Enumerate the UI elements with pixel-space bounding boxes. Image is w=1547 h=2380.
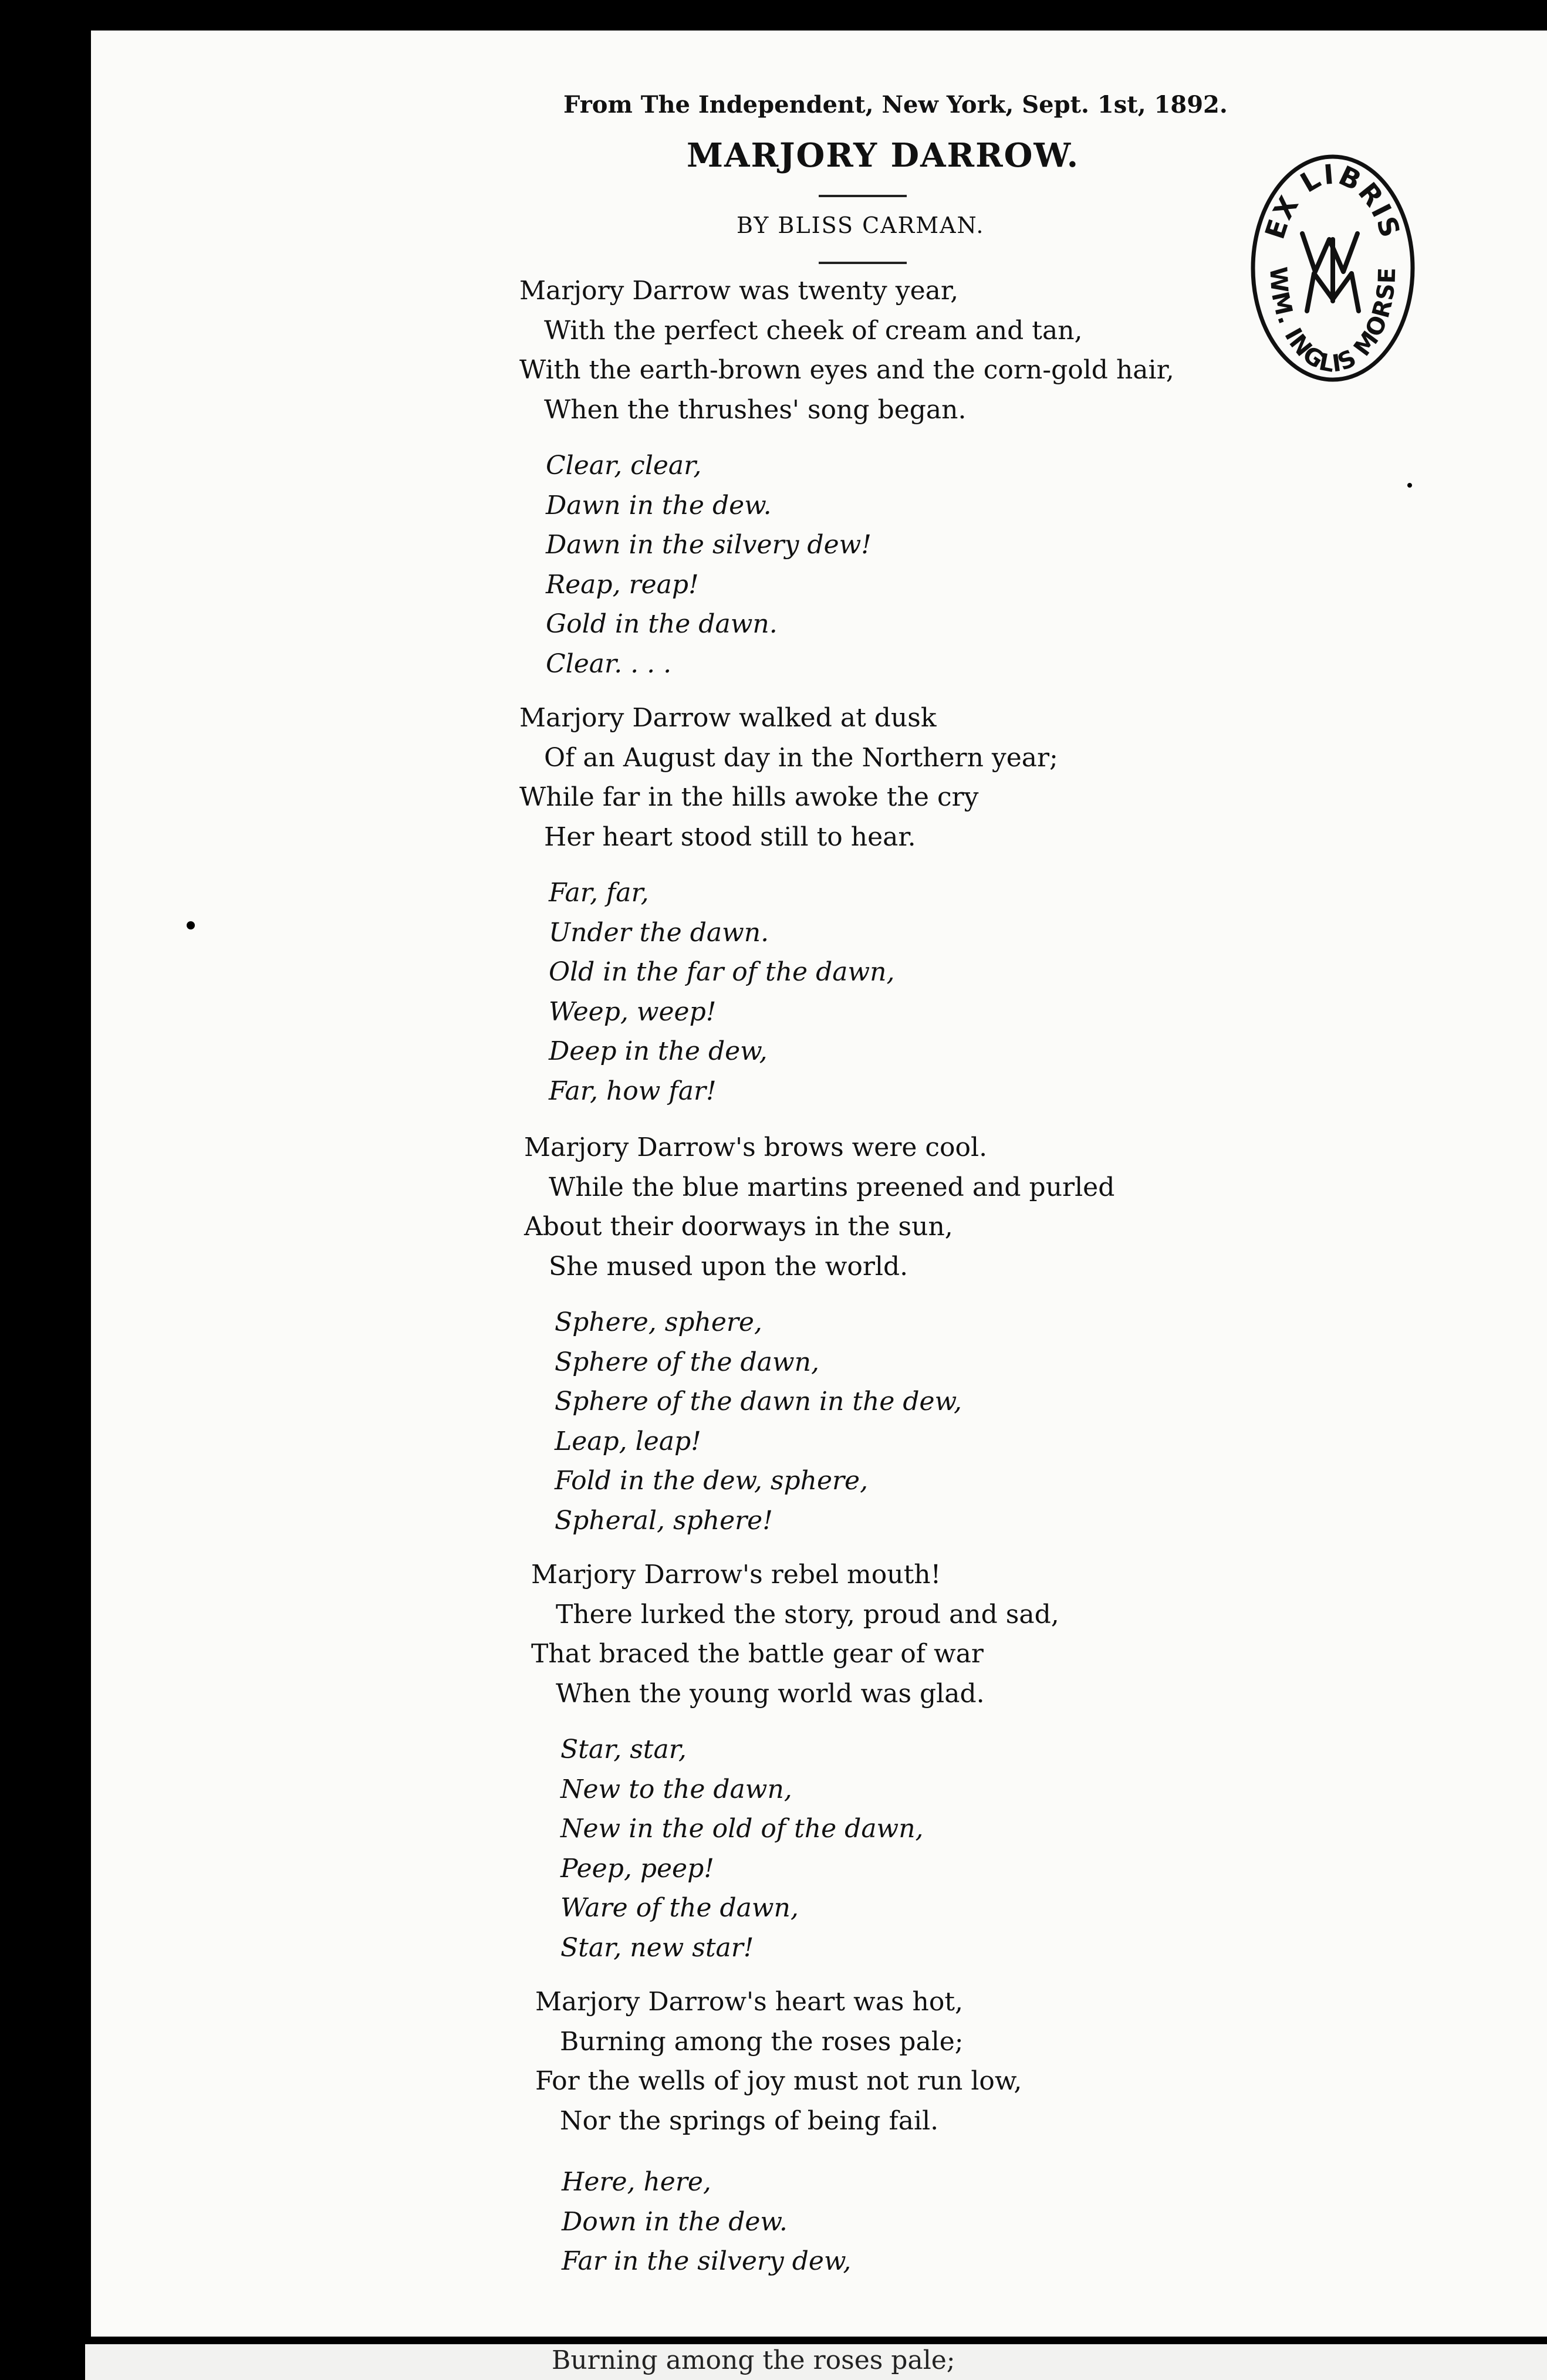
poem-line: Dawn in the silvery dew!	[546, 530, 872, 560]
poem-line: Sphere of the dawn,	[555, 1347, 819, 1377]
poem-line: Dawn in the dew.	[546, 490, 772, 520]
poem-line: Here, here,	[562, 2167, 711, 2197]
verse-stanza	[535, 1982, 1022, 2141]
poem-line: That braced the battle gear of war	[531, 1639, 984, 1669]
next-page-line: Burning among the roses pale;	[552, 2345, 955, 2375]
poem-line: Marjory Darrow was twenty year,	[519, 276, 959, 306]
poem-line: Fold in the dew, sphere,	[555, 1466, 869, 1496]
svg-text:WM. INGLIS MORSE: WM. INGLIS MORSE	[1264, 266, 1401, 378]
poem-line: While far in the hills awoke the cry	[519, 782, 979, 812]
poem-line: Far, how far!	[549, 1076, 717, 1106]
poem-line: Down in the dew.	[562, 2206, 788, 2237]
poem-line: When the young world was glad.	[556, 1678, 985, 1709]
poem-line: She mused upon the world.	[549, 1251, 908, 1282]
poem-line: Star, new star!	[560, 1932, 754, 1963]
poem-line: Ware of the dawn,	[560, 1893, 799, 1923]
poem-line: Weep, weep!	[549, 996, 717, 1027]
poem-line: Far, far,	[549, 878, 649, 908]
refrain-stanza	[560, 1730, 924, 1967]
poem-line: Clear. . . .	[546, 648, 672, 679]
poem-title: MARJORY DARROW.	[687, 136, 1080, 175]
refrain-stanza	[555, 1303, 962, 1540]
poem-line: Gold in the dawn.	[546, 609, 778, 639]
poem-line: With the earth-brown eyes and the corn-gold hair,	[519, 355, 1174, 385]
poem-line: Deep in the dew,	[549, 1036, 768, 1066]
refrain-stanza	[562, 2162, 851, 2281]
poem-line: Burning among the roses pale;	[560, 2026, 964, 2057]
refrain-stanza	[546, 446, 872, 684]
title-rule	[819, 195, 907, 197]
poem-line: Her heart stood still to hear.	[544, 821, 916, 852]
poem-line: Star, star,	[560, 1735, 687, 1764]
poem-line: About their doorways in the sun,	[524, 1212, 953, 1242]
speck	[187, 921, 195, 929]
poem-line: New to the dawn,	[560, 1774, 792, 1804]
poem-line: While the blue martins preened and purled	[549, 1172, 1115, 1202]
poem-line: Marjory Darrow's brows were cool.	[524, 1132, 988, 1162]
poem-line: Marjory Darrow walked at dusk	[519, 703, 937, 733]
poem-line: Peep, peep!	[560, 1853, 714, 1884]
byline-rule	[819, 262, 907, 264]
verse-stanza	[524, 1128, 1114, 1286]
poem-line: Leap, leap!	[555, 1426, 701, 1456]
bookplate-stamp-icon	[1248, 151, 1417, 385]
poem-line: For the wells of joy must not run low,	[535, 2066, 1022, 2096]
source-line: From The Independent, New York, Sept. 1st, 1892.	[563, 91, 1228, 119]
poem-line: New in the old of the dawn,	[560, 1814, 924, 1844]
poem-line: Under the dawn.	[549, 917, 769, 948]
svg-text:EX LIBRIS: EX LIBRIS	[1258, 158, 1407, 243]
poem-line: Reap, reap!	[546, 569, 699, 600]
poem-line: When the thrushes' song began.	[544, 394, 967, 425]
poem-line: Sphere of the dawn in the dew,	[555, 1387, 962, 1416]
verse-stanza	[519, 698, 1058, 857]
poem-line: Far in the silvery dew,	[562, 2246, 852, 2276]
poem-line: Sphere, sphere,	[555, 1307, 762, 1337]
poem-line: Nor the springs of being fail.	[560, 2105, 939, 2136]
verse-stanza	[519, 271, 1174, 430]
next-page-strip	[85, 2344, 1547, 2380]
verse-stanza	[531, 1555, 1059, 1713]
byline: BY BLISS CARMAN.	[737, 212, 985, 238]
poem-line: Spheral, sphere!	[555, 1505, 773, 1536]
poem-line: Marjory Darrow's rebel mouth!	[531, 1560, 941, 1590]
speck	[1407, 483, 1412, 488]
poem-line: With the perfect cheek of cream and tan,	[544, 315, 1083, 346]
poem-line: There lurked the story, proud and sad,	[556, 1599, 1059, 1630]
poem-line: Clear, clear,	[546, 451, 702, 481]
refrain-stanza	[549, 873, 894, 1111]
poem-line: Of an August day in the Northern year;	[544, 742, 1058, 773]
poem-line: Old in the far of the dawn,	[549, 957, 895, 987]
poem-line: Marjory Darrow's heart was hot,	[535, 1987, 963, 2017]
